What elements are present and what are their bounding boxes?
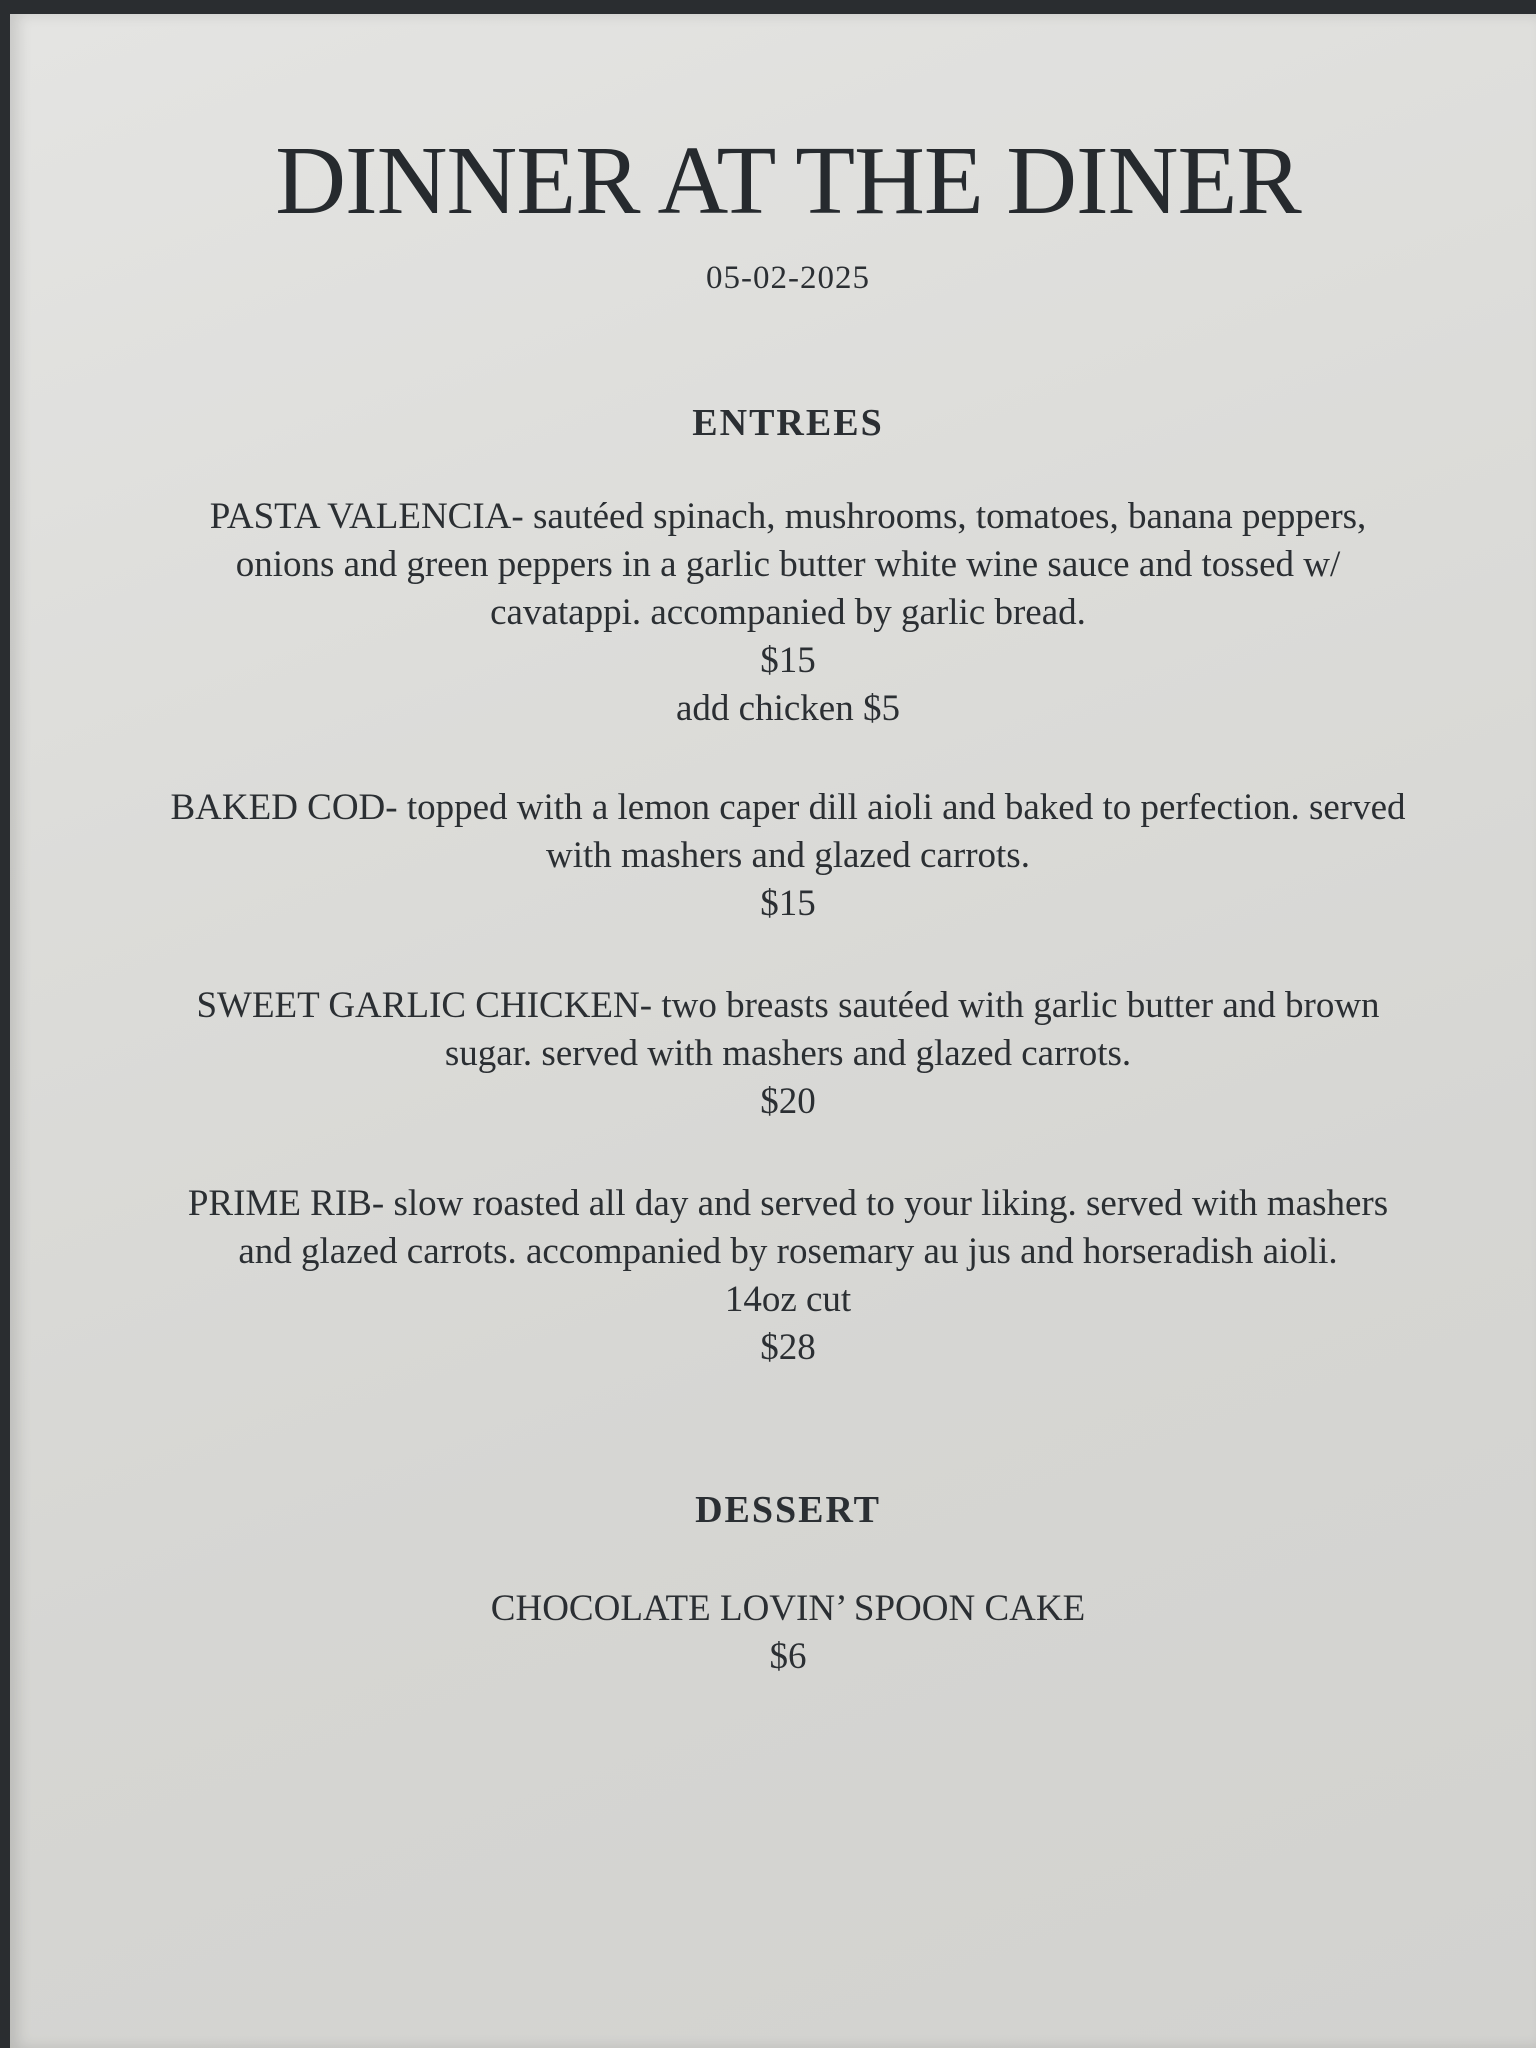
menu-title: DINNER AT THE DINER — [275, 127, 1301, 235]
menu-item-prime-rib — [170, 1180, 1406, 1372]
menu-item-description: - two breasts sautéed with garlic butter and brown sugar. served with mashers and glazed carrots. — [444, 985, 1380, 1074]
section-heading-dessert: DESSERT — [695, 1489, 881, 1531]
menu-item-name: SWEET GARLIC CHICKEN — [196, 985, 640, 1026]
menu-item-text — [170, 784, 1406, 880]
menu-item-text — [170, 982, 1406, 1078]
menu-item-name: PASTA VALENCIA — [209, 496, 512, 537]
menu-item-sweet-garlic-chicken — [170, 982, 1406, 1126]
menu-item-description: - topped with a lemon caper dill aioli and baked to perfection. served with mashers and glazed carrots. — [385, 787, 1406, 876]
menu-item-price: $15 — [760, 640, 816, 681]
menu-item-price: $15 — [760, 883, 816, 924]
menu-item-price: $6 — [769, 1636, 807, 1677]
menu-item-name: PRIME RIB — [187, 1183, 372, 1224]
menu-item-description: - sautéed spinach, mushrooms, tomatoes, banana peppers, onions and green peppers in a garlic butter white wine sauce and tossed w/ cavatappi. accompanied by garlic bread. — [235, 496, 1367, 633]
menu-item-text — [170, 1180, 1406, 1276]
menu-item-name: CHOCOLATE LOVIN’ SPOON CAKE — [490, 1588, 1086, 1629]
menu-item-text — [170, 493, 1406, 637]
section-heading-entrees: ENTREES — [692, 402, 884, 444]
menu-item-pasta-valencia — [170, 493, 1406, 733]
menu-item-size: 14oz cut — [724, 1279, 852, 1320]
menu-item-baked-cod — [170, 784, 1406, 928]
menu-item-description: - slow roasted all day and served to your liking. served with mashers and glazed carrots. accompanied by rosemary au jus and horseradish aioli. — [238, 1183, 1389, 1272]
menu-item-chocolate-spoon-cake — [170, 1585, 1406, 1681]
menu-item-price: $20 — [760, 1081, 816, 1122]
menu-item-extra: add chicken $5 — [676, 688, 900, 729]
menu-item-price: $28 — [760, 1327, 816, 1368]
menu-date: 05-02-2025 — [706, 260, 870, 296]
menu-item-name: BAKED COD — [170, 787, 386, 828]
